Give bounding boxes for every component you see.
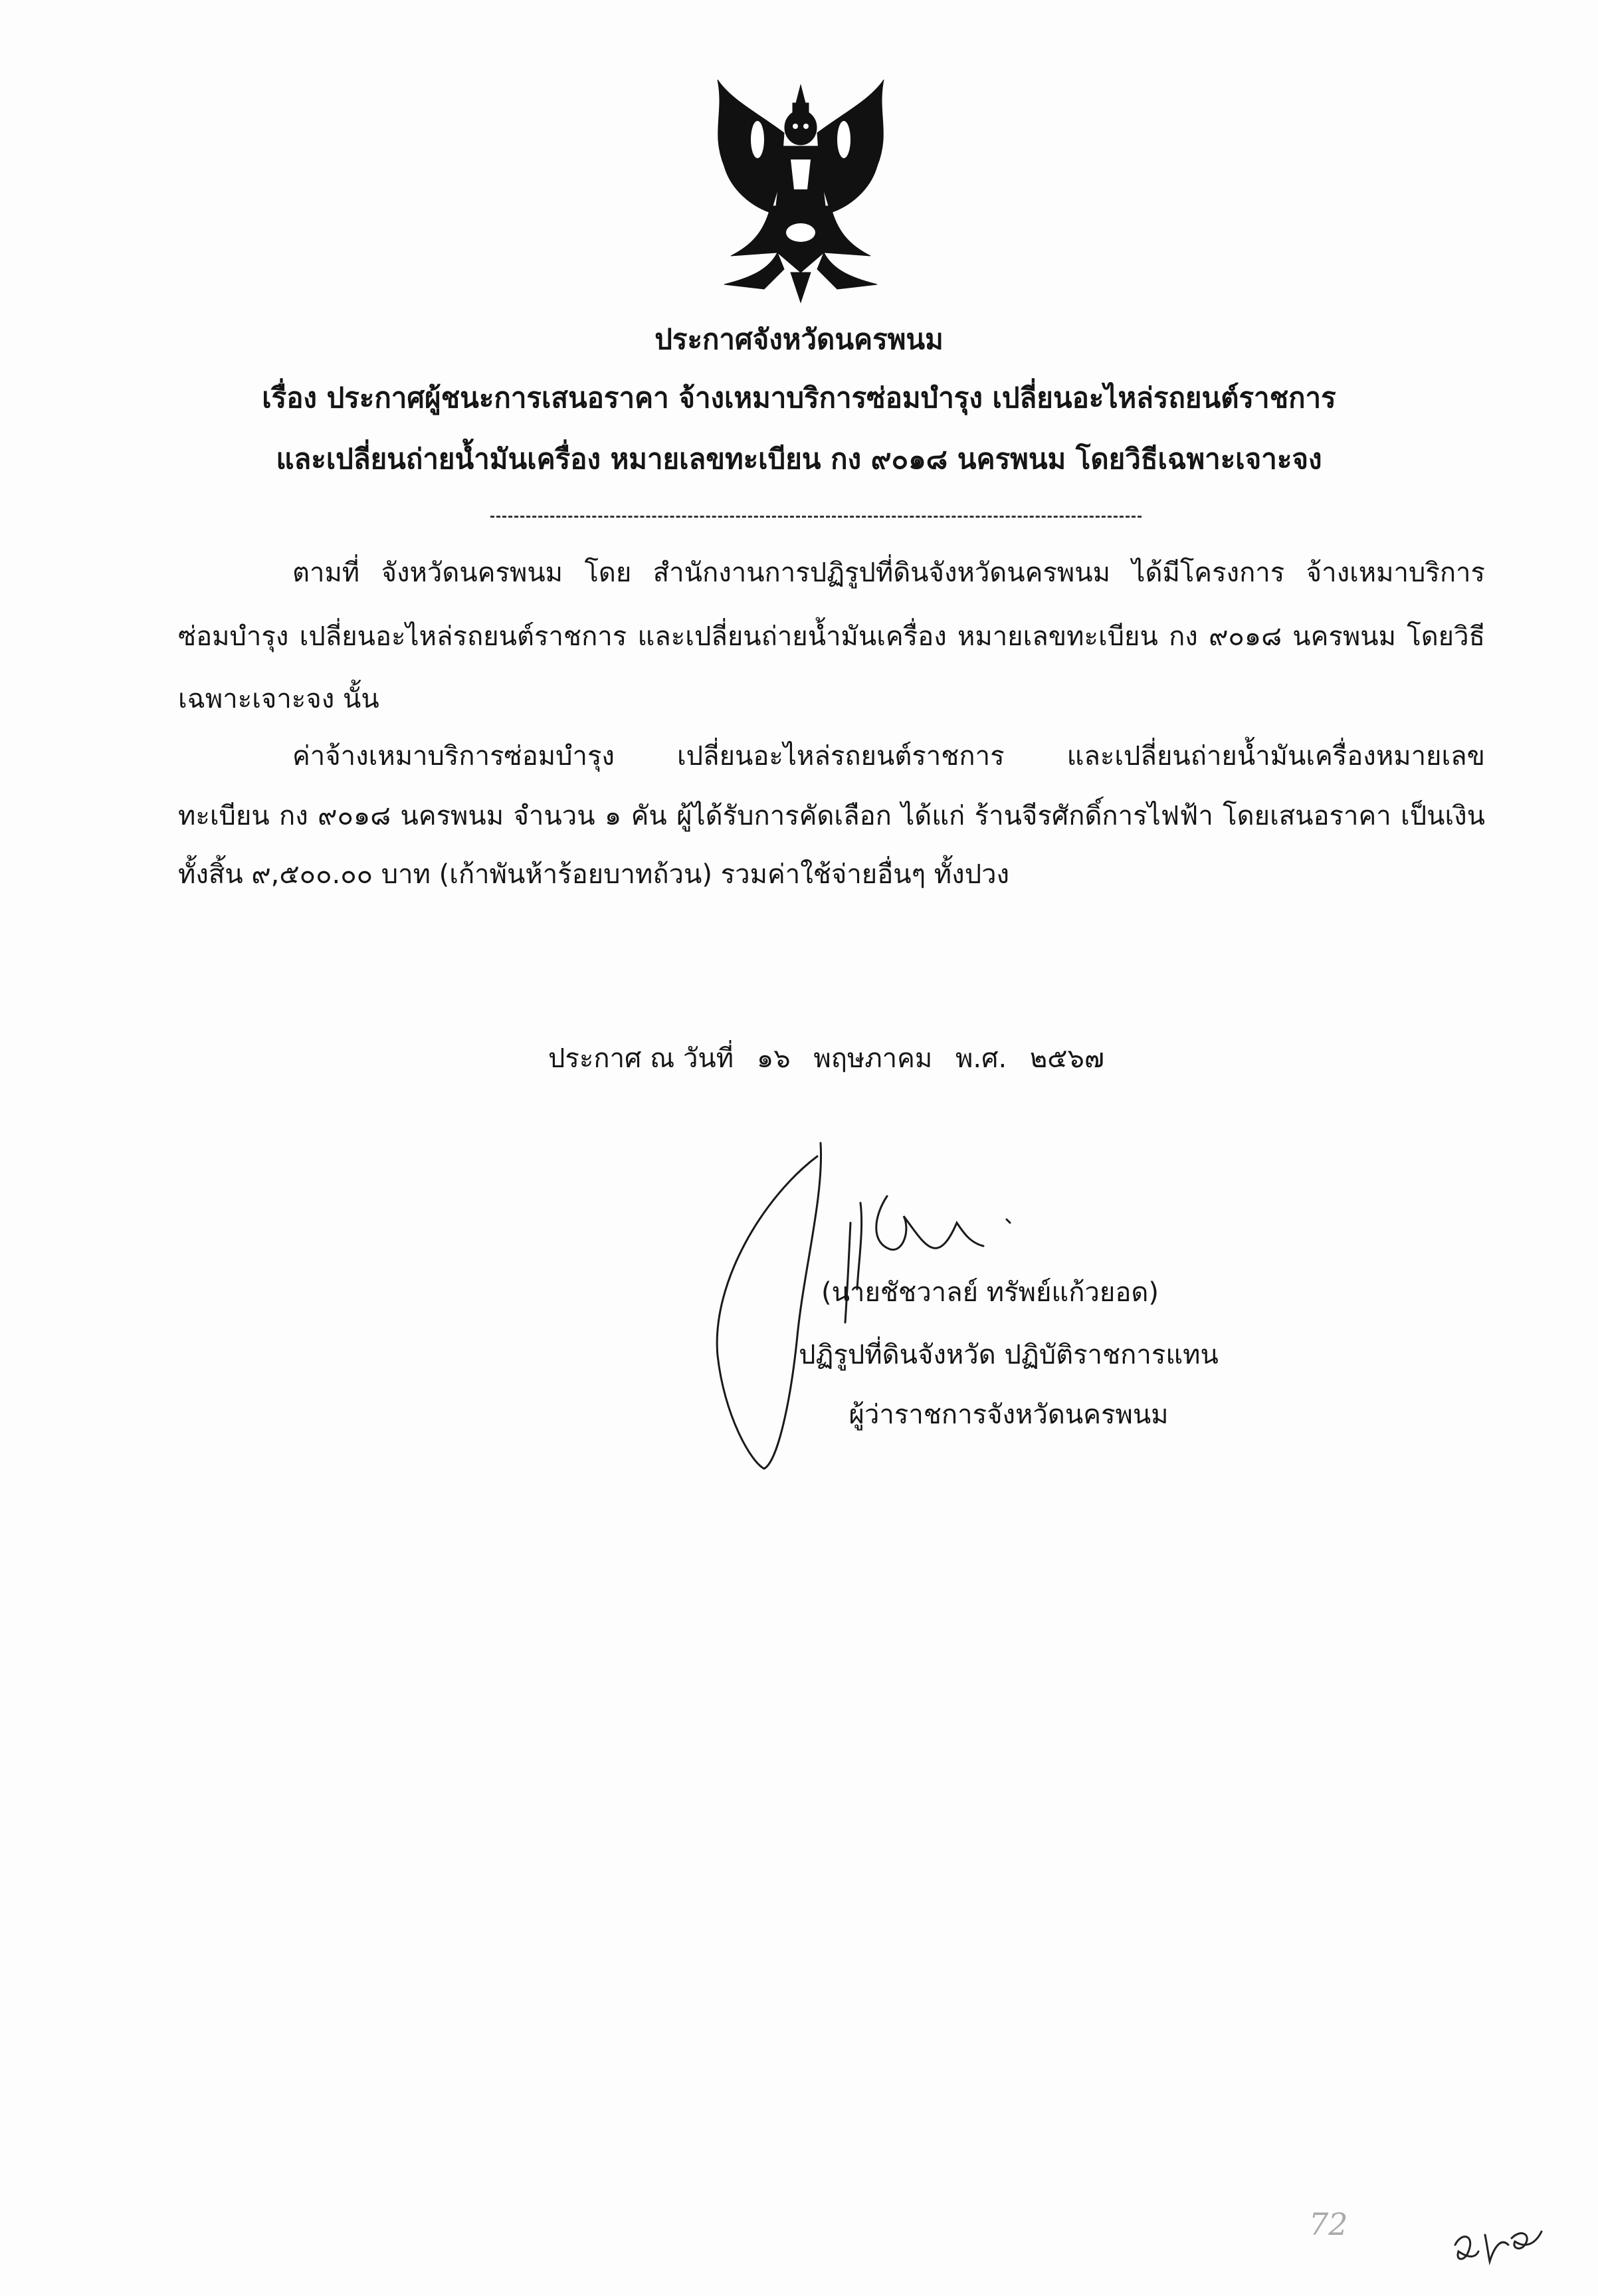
- subject-line-1: เรื่อง ประกาศผู้ชนะการเสนอราคา จ้างเหมาบริการซ่อมบำรุง เปลี่ยนอะไหล่รถยนต์ราชการ: [262, 381, 1336, 414]
- paragraph-1-line-1: ตามที่ จังหวัดนครพนม โดย สำนักงานการปฏิรูปที่ดินจังหวัดนครพนม ได้มีโครงการ จ้างเหมาบริการ: [292, 558, 1485, 588]
- signatory-name: [691, 1271, 1289, 1313]
- signatory-position-2: [710, 1393, 1308, 1435]
- paragraph-1-line-3: เฉพาะเจาะจง นั้น: [178, 684, 379, 714]
- signatory-position-1: [710, 1333, 1308, 1376]
- garuda-emblem: [704, 73, 897, 306]
- date-day: ๑๖: [756, 1043, 791, 1074]
- date-year: ๒๕๖๗: [1029, 1043, 1104, 1074]
- paragraph-2-line-3: ทั้งสิ้น ๙,๕๐๐.๐๐ บาท (เก้าพันห้าร้อยบาทถ้วน) รวมค่าใช้จ่ายอื่นๆ ทั้งปวง: [178, 859, 1010, 890]
- announcement-date: [548, 1037, 1119, 1079]
- paragraph-2-line-2: ทะเบียน กง ๙๐๑๘ นครพนม จำนวน ๑ คัน ผู้ได้รับการคัดเลือก ได้แก่ ร้านจีรศักดิ์การไฟฟ้า โดยเสนอราคา เป็นเงิน: [178, 801, 1485, 831]
- dashed-separator: [490, 516, 1142, 518]
- signatory-position-1-text: ปฏิรูปที่ดินจังหวัด ปฏิบัติราชการแทน: [799, 1340, 1219, 1370]
- date-month: พฤษภาคม: [813, 1043, 933, 1074]
- paragraph-2-line-1: ค่าจ้างเหมาบริการซ่อมบำรุง เปลี่ยนอะไหล่รถยนต์ราชการ และเปลี่ยนถ่ายน้ำมันเครื่องหมายเลข: [292, 741, 1485, 772]
- signatory-name-text: (นายชัชวาลย์ ทรัพย์แก้วยอด): [821, 1277, 1159, 1308]
- margin-note-2-handwriting: [1448, 2205, 1548, 2271]
- signatory-position-2-text: ผู้ว่าราชการจังหวัดนครพนม: [849, 1400, 1169, 1430]
- paragraph-1-line-2: ซ่อมบำรุง เปลี่ยนอะไหล่รถยนต์ราชการ และเปลี่ยนถ่ายน้ำมันเครื่อง หมายเลขทะเบียน กง ๙๐๑๘ นครพนม โดยวิธี: [178, 621, 1485, 652]
- date-year-label: พ.ศ.: [955, 1043, 1007, 1074]
- document-title: ประกาศจังหวัดนครพนม: [654, 323, 944, 356]
- date-prefix: ประกาศ ณ วันที่: [548, 1043, 734, 1074]
- subject-line-2: และเปลี่ยนถ่ายน้ำมันเครื่อง หมายเลขทะเบียน กง ๙๐๑๘ นครพนม โดยวิธีเฉพาะเจาะจง: [276, 443, 1322, 475]
- margin-note-1: 72: [1309, 2206, 1348, 2242]
